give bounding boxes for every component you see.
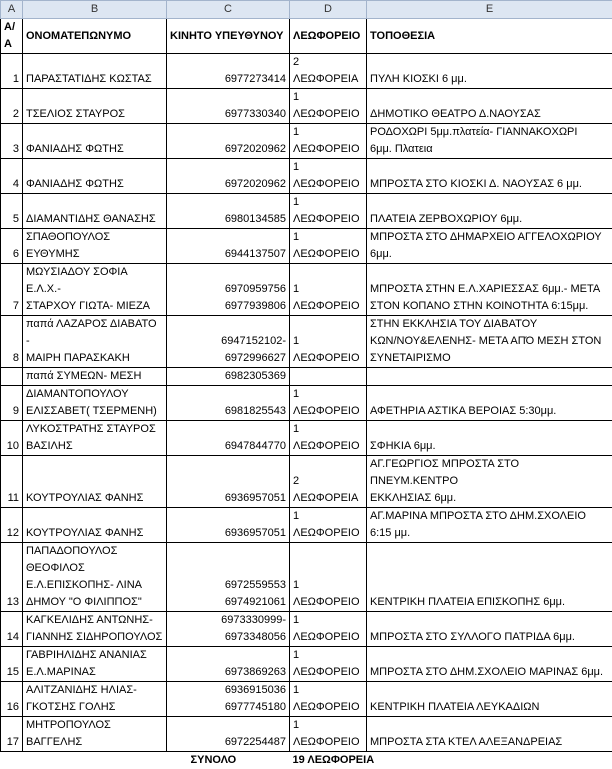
- phone-cell[interactable]: 6980134585: [167, 194, 290, 229]
- bus-cell[interactable]: 1 ΛΕΩΦΟΡΕΙΟ: [290, 421, 367, 456]
- location-cell[interactable]: ΑΓ.ΜΑΡΙΝΑ ΜΠΡΟΣΤΑ ΣΤΟ ΔΗΜ.ΣΧΟΛΕΙΟ 6:15 μμ.: [367, 508, 612, 543]
- name-cell[interactable]: ΛΥΚΟΣΤΡΑΤΗΣ ΣΤΑΥΡΟΣ ΒΑΣΙΛΗΣ: [23, 421, 167, 456]
- name-cell[interactable]: ΣΠΑΘΟΠΟΥΛΟΣ ΕΥΘΥΜΗΣ: [23, 229, 167, 264]
- bus-cell[interactable]: 1 ΛΕΩΦΟΡΕΙΟ: [290, 682, 367, 717]
- row-number-cell[interactable]: 8: [1, 316, 23, 368]
- name-cell[interactable]: ΚΟΥΤΡΟΥΛΙΑΣ ΦΑΝΗΣ: [23, 508, 167, 543]
- table-row: [1, 229, 612, 264]
- bus-cell[interactable]: 1 ΛΕΩΦΟΡΕΙΟ: [290, 386, 367, 421]
- phone-cell[interactable]: 6936957051: [167, 508, 290, 543]
- header-cell-phone[interactable]: ΚΙΝΗΤΟ ΥΠΕΥΘΥΝΟΥ: [167, 19, 290, 54]
- table-row: [1, 647, 612, 682]
- table-row: [1, 316, 612, 368]
- total-empty-a[interactable]: [1, 752, 23, 769]
- row-number-cell[interactable]: 5: [1, 194, 23, 229]
- row-number-cell[interactable]: 10: [1, 421, 23, 456]
- row-number-cell[interactable]: 6: [1, 229, 23, 264]
- phone-cell[interactable]: 6972254487: [167, 717, 290, 752]
- table-row: [1, 717, 612, 752]
- name-cell[interactable]: ΓΑΒΡΙΗΛΙΔΗΣ ΑΝΑΝΙΑΣ Ε.Λ.ΜΑΡΙΝΑΣ: [23, 647, 167, 682]
- bus-cell[interactable]: 1 ΛΕΩΦΟΡΕΙΟ: [290, 159, 367, 194]
- total-value[interactable]: 19 ΛΕΩΦΟΡΕΙΑ: [290, 752, 612, 769]
- bus-cell[interactable]: 1 ΛΕΩΦΟΡΕΙΟ: [290, 543, 367, 612]
- table-row: [1, 54, 612, 89]
- location-cell[interactable]: ΚΕΝΤΡΙΚΗ ΠΛΑΤΕΙΑ ΕΠΙΣΚΟΠΗΣ 6μμ.: [367, 543, 612, 612]
- row-number-cell[interactable]: [1, 368, 23, 386]
- name-cell[interactable]: ΠΑΡΑΣΤΑΤΙΔΗΣ ΚΩΣΤΑΣ: [23, 54, 167, 89]
- table-row: [1, 124, 612, 159]
- name-cell[interactable]: ΦΑΝΙΑΔΗΣ ΦΩΤΗΣ: [23, 124, 167, 159]
- table-row: [1, 89, 612, 124]
- name-cell[interactable]: ΦΑΝΙΑΔΗΣ ΦΩΤΗΣ: [23, 159, 167, 194]
- location-cell[interactable]: ΔΗΜΟΤΙΚΟ ΘΕΑΤΡΟ Δ.ΝΑΟΥΣΑΣ: [367, 89, 612, 124]
- bus-cell[interactable]: [290, 368, 367, 386]
- total-empty-b[interactable]: [23, 752, 167, 769]
- phone-cell[interactable]: 6970959756 6977939806: [167, 264, 290, 316]
- phone-cell[interactable]: 6944137507: [167, 229, 290, 264]
- location-cell[interactable]: ΡΟΔΟΧΩΡΙ 5μμ.πλατεία- ΓΙΑΝΝΑΚΟΧΩΡΙ 6μμ. Πλατεια: [367, 124, 612, 159]
- name-cell[interactable]: ΔΙΑΜΑΝΤΟΠΟΥΛΟΥ ΕΛΙΣΣΑΒΕΤ( ΤΣΕΡΜΕΝΗ): [23, 386, 167, 421]
- location-cell[interactable]: ΠΛΑΤΕΙΑ ΖΕΡΒΟΧΩΡΙΟΥ 6μμ.: [367, 194, 612, 229]
- row-number-cell[interactable]: 9: [1, 386, 23, 421]
- table-header-row: [1, 19, 612, 54]
- table-row: [1, 543, 612, 612]
- table-row: [1, 508, 612, 543]
- bus-cell[interactable]: 1 ΛΕΩΦΟΡΕΙΟ: [290, 264, 367, 316]
- phone-cell[interactable]: 6947844770: [167, 421, 290, 456]
- name-cell[interactable]: παπά ΣΥΜΕΩΝ- ΜΕΣΗ: [23, 368, 167, 386]
- location-cell[interactable]: [367, 368, 612, 386]
- location-cell[interactable]: ΠΥΛΗ ΚΙΟΣΚΙ 6 μμ.: [367, 54, 612, 89]
- row-number-cell[interactable]: 4: [1, 159, 23, 194]
- bus-cell[interactable]: 1 ΛΕΩΦΟΡΕΙΟ: [290, 717, 367, 752]
- phone-cell[interactable]: 6972020962: [167, 159, 290, 194]
- bus-cell[interactable]: 2 ΛΕΩΦΟΡΕΙΑ: [290, 54, 367, 89]
- table-row: [1, 368, 612, 386]
- total-label[interactable]: ΣΥΝΟΛΟ: [167, 752, 290, 769]
- phone-cell[interactable]: 6977330340: [167, 89, 290, 124]
- header-cell-aa[interactable]: Α/Α: [1, 19, 23, 54]
- column-header-d[interactable]: D: [290, 1, 367, 19]
- phone-cell[interactable]: 6977273414: [167, 54, 290, 89]
- phone-cell[interactable]: 6982305369: [167, 368, 290, 386]
- row-number-cell[interactable]: 1: [1, 54, 23, 89]
- location-cell[interactable]: ΑΓ.ΓΕΩΡΓΙΟΣ ΜΠΡΟΣΤΑ ΣΤΟ ΠΝΕΥΜ.ΚΕΝΤΡΟ ΕΚΚΛΗΣΙΑΣ 6μμ.: [367, 456, 612, 508]
- location-cell[interactable]: ΜΠΡΟΣΤΑ ΣΤΟ ΔΗΜΑΡΧΕΙΟ ΑΓΓΕΛΟΧΩΡΙΟΥ 6μμ.: [367, 229, 612, 264]
- column-letter-row: [1, 1, 612, 19]
- row-number-cell[interactable]: 16: [1, 682, 23, 717]
- column-header-e[interactable]: E: [367, 1, 612, 19]
- table-row: [1, 264, 612, 316]
- location-cell[interactable]: ΜΠΡΟΣΤΑ ΣΤΟ ΔΗΜ.ΣΧΟΛΕΙΟ ΜΑΡΙΝΑΣ 6μμ.: [367, 647, 612, 682]
- name-cell[interactable]: ΑΛΙΤΖΑΝΙΔΗΣ ΗΛΙΑΣ- ΓΚΟΤΣΗΣ ΓΟΛΗΣ: [23, 682, 167, 717]
- table-row: [1, 456, 612, 508]
- name-cell[interactable]: ΠΑΠΑΔΟΠΟΥΛΟΣ ΘΕΟΦΙΛΟΣ Ε.Λ.ΕΠΙΣΚΟΠΗΣ- ΛΙΝΑ ΔΗΜΟΥ "Ο ΦΙΛΙΠΠΟΣ": [23, 543, 167, 612]
- phone-cell[interactable]: 6947152102- 6972996627: [167, 316, 290, 368]
- phone-cell[interactable]: 6972020962: [167, 124, 290, 159]
- table-row: [1, 194, 612, 229]
- bus-cell[interactable]: 1 ΛΕΩΦΟΡΕΙΟ: [290, 612, 367, 647]
- location-cell[interactable]: ΜΠΡΟΣΤΑ ΣΤΗΝ Ε.Λ.ΧΑΡΙΕΣΣΑΣ 6μμ.- ΜΕΤΑ ΣΤΟΝ ΚΟΠΑΝΟ ΣΤΗΝ ΚΟΙΝΟΤΗΤΑ 6:15μμ.: [367, 264, 612, 316]
- row-number-cell[interactable]: 13: [1, 543, 23, 612]
- location-cell[interactable]: ΜΠΡΟΣΤΑ ΣΤΑ ΚΤΕΛ ΑΛΕΞΑΝΔΡΕΙΑΣ: [367, 717, 612, 752]
- header-cell-bus[interactable]: ΛΕΩΦΟΡΕΙΟ: [290, 19, 367, 54]
- name-cell[interactable]: ΔΙΑΜΑΝΤΙΔΗΣ ΘΑΝΑΣΗΣ: [23, 194, 167, 229]
- phone-cell[interactable]: 6981825543: [167, 386, 290, 421]
- row-number-cell[interactable]: 12: [1, 508, 23, 543]
- table-row: [1, 682, 612, 717]
- column-header-b[interactable]: B: [23, 1, 167, 19]
- table-row: [1, 159, 612, 194]
- phone-cell[interactable]: 6973330999- 6973348056: [167, 612, 290, 647]
- column-header-c[interactable]: C: [167, 1, 290, 19]
- bus-cell[interactable]: 1 ΛΕΩΦΟΡΕΙΟ: [290, 647, 367, 682]
- bus-cell[interactable]: 1 ΛΕΩΦΟΡΕΙΟ: [290, 508, 367, 543]
- location-cell[interactable]: ΑΦΕΤΗΡΙΑ ΑΣΤΙΚΑ ΒΕΡΟΙΑΣ 5:30μμ.: [367, 386, 612, 421]
- phone-cell[interactable]: 6936915036 6977745180: [167, 682, 290, 717]
- phone-cell[interactable]: 6936957051: [167, 456, 290, 508]
- bus-cell[interactable]: 2 ΛΕΩΦΟΡΕΙΑ: [290, 456, 367, 508]
- name-cell[interactable]: ΜΗΤΡΟΠΟΥΛΟΣ ΒΑΓΓΕΛΗΣ: [23, 717, 167, 752]
- row-number-cell[interactable]: 14: [1, 612, 23, 647]
- location-cell[interactable]: ΣΦΗΚΙΑ 6μμ.: [367, 421, 612, 456]
- name-cell[interactable]: ΚΑΓΚΕΛΙΔΗΣ ΑΝΤΩΝΗΣ- ΓΙΑΝΝΗΣ ΣΙΔΗΡΟΠΟΥΛΟΣ: [23, 612, 167, 647]
- bus-cell[interactable]: 1 ΛΕΩΦΟΡΕΙΟ: [290, 89, 367, 124]
- phone-cell[interactable]: 6972559553 6974921061: [167, 543, 290, 612]
- row-number-cell[interactable]: 17: [1, 717, 23, 752]
- name-cell[interactable]: ΜΩΥΣΙΑΔΟΥ ΣΟΦΙΑ Ε.Λ.Χ.- ΣΤΑΡΧΟΥ ΓΙΩΤΑ- ΜΙΕΖΑ: [23, 264, 167, 316]
- table-row: [1, 612, 612, 647]
- location-cell[interactable]: ΜΠΡΟΣΤΑ ΣΤΟ ΣΥΛΛΟΓΟ ΠΑΤΡΙΔΑ 6μμ.: [367, 612, 612, 647]
- phone-cell[interactable]: 6973869263: [167, 647, 290, 682]
- header-cell-name[interactable]: ΟΝΟΜΑΤΕΠΩΝΥΜΟ: [23, 19, 167, 54]
- row-number-cell[interactable]: 2: [1, 89, 23, 124]
- column-header-a[interactable]: A: [1, 1, 23, 19]
- location-cell[interactable]: ΜΠΡΟΣΤΑ ΣΤΟ ΚΙΟΣΚΙ Δ. ΝΑΟΥΣΑΣ 6 μμ.: [367, 159, 612, 194]
- row-number-cell[interactable]: 3: [1, 124, 23, 159]
- row-number-cell[interactable]: 11: [1, 456, 23, 508]
- bus-cell[interactable]: 1 ΛΕΩΦΟΡΕΙΟ: [290, 229, 367, 264]
- location-cell[interactable]: ΣΤΗΝ ΕΚΚΛΗΣΙΑ ΤΟΥ ΔΙΑΒΑΤΟΥ ΚΩΝ/ΝΟΥ&ΕΛΕΝΗΣ- ΜΕΤΑ ΑΠΌ ΜΕΣΗ ΣΤΟΝ ΣΥΝΕΤΑΙΡΙΣΜΟ: [367, 316, 612, 368]
- table-row: [1, 386, 612, 421]
- bus-cell[interactable]: 1 ΛΕΩΦΟΡΕΙΟ: [290, 316, 367, 368]
- row-number-cell[interactable]: 15: [1, 647, 23, 682]
- name-cell[interactable]: ΚΟΥΤΡΟΥΛΙΑΣ ΦΑΝΗΣ: [23, 456, 167, 508]
- table-row: [1, 421, 612, 456]
- name-cell[interactable]: παπά ΛΑΖΑΡΟΣ ΔΙΑΒΑΤΟ - ΜΑΙΡΗ ΠΑΡΑΣΚΑΚΗ: [23, 316, 167, 368]
- name-cell[interactable]: ΤΣΕΛΙΟΣ ΣΤΑΥΡΟΣ: [23, 89, 167, 124]
- header-cell-location[interactable]: ΤΟΠΟΘΕΣΙΑ: [367, 19, 612, 54]
- location-cell[interactable]: ΚΕΝΤΡΙΚΗ ΠΛΑΤΕΙΑ ΛΕΥΚΑΔΙΩΝ: [367, 682, 612, 717]
- total-row: [1, 752, 612, 769]
- row-number-cell[interactable]: 7: [1, 264, 23, 316]
- bus-cell[interactable]: 1 ΛΕΩΦΟΡΕΙΟ: [290, 194, 367, 229]
- bus-cell[interactable]: 1 ΛΕΩΦΟΡΕΙΟ: [290, 124, 367, 159]
